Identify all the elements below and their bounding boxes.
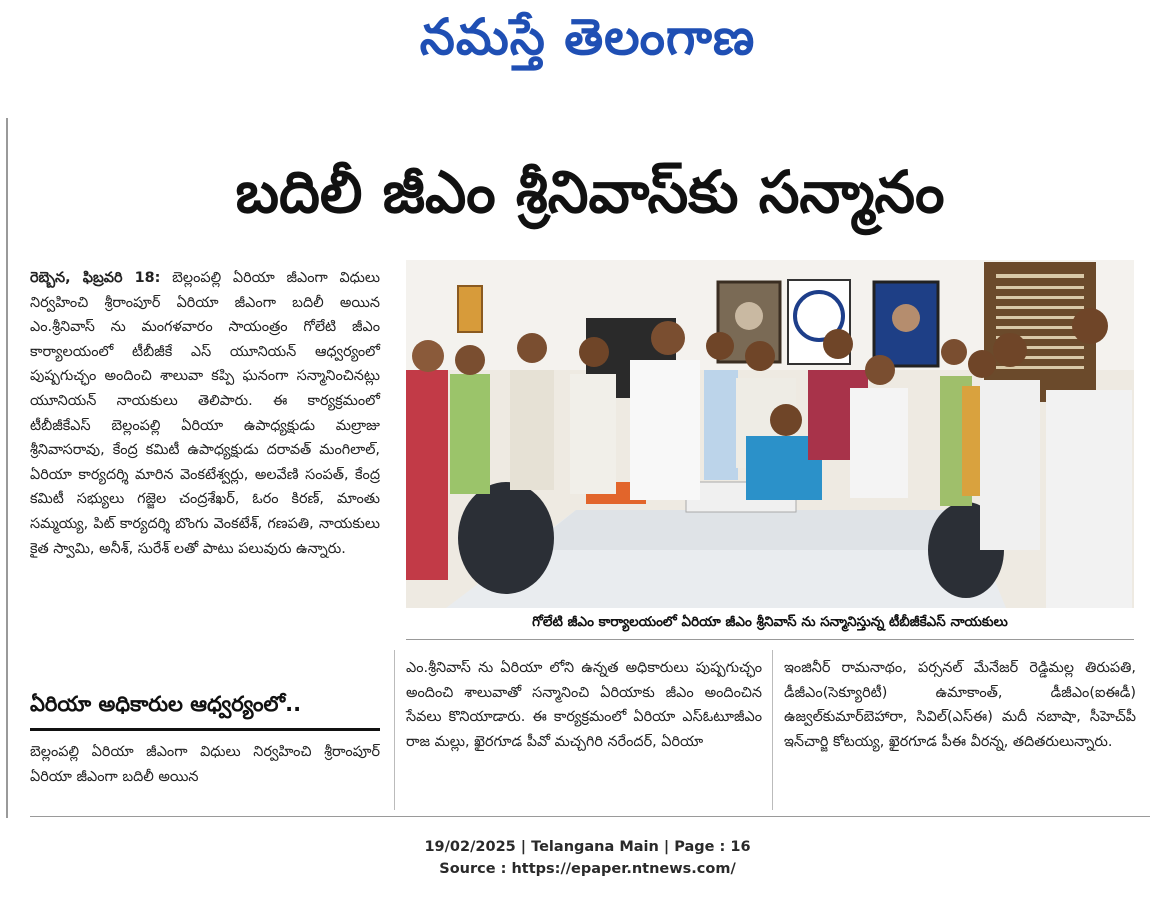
- article-column-1b: బెల్లంపల్లి ఏరియా జీఎంగా విధులు నిర్వహించి శ్రీరాంపూర్ ఏరియా జీఎంగా బదిలీ అయిన: [30, 744, 380, 785]
- source-footer: [0, 836, 1175, 880]
- article-column-1: [30, 266, 380, 561]
- footer-edition-line: 19/02/2025 | Telangana Main | Page : 16: [424, 839, 751, 855]
- headline: బదిలీ జీఎం శ్రీనివాస్‌కు సన్మానం: [235, 158, 945, 226]
- page-border-bottom: [30, 816, 1150, 817]
- footer-source-link[interactable]: Source : https://epaper.ntnews.com/: [439, 861, 736, 877]
- dateline: రెబ్బెన, ఫిబ్రవరి 18:: [30, 270, 161, 286]
- article-body-1: బెల్లంపల్లి ఏరియా జీఎంగా విధులు నిర్వహించి శ్రీరాంపూర్ ఏరియా జీఎంగా బదిలీ అయిన ఎం.శ్రీనివాస్ ను మంగళవారం సాయంత్రం గోలేటి జీఎం కార్యాలయంలో టీబీజీకే ఎస్ యూనియన్ ఆధ్వర్యంలో పుష్పగుచ్ఛం అందించి శాలువా కప్పి ఘనంగా సన్మానించినట్లు యూనియన్ నాయకులు తెలిపారు. ఈ కార్యక్రమంలో టీబీజీకేఎస్ బెల్లంపల్లి ఏరియా ఉపాధ్యక్షుడు మల్రాజు శ్రీనివాసరావు, కేంద్ర కమిటీ ఉపాధ్యక్షుడు దరావత్ మంగిలాల్, ఏరియా కార్యదర్శి మారిన వెంకటేశ్వర్లు, అలవేణి సంపత్, కేంద్ర కమిటీ సభ్యులు గజ్జెల చంద్రశేఖర్, ఓరం కిరణ్, మాంతు సమ్మయ్య, పిట్ కార్యదర్శి బొంగు వెంకటేశ్, గణపతి, నాయకులు కైత స్వామి, అనీశ్, సురేశ్ లతో పాటు పలువురు ఉన్నారు.: [30, 270, 381, 557]
- page-border-left: [6, 118, 8, 818]
- group-photo-illustration: [406, 260, 1134, 608]
- column-divider: [772, 650, 773, 810]
- subheading: ఏరియా అధికారుల ఆధ్వర్యంలో..: [30, 692, 380, 731]
- article-column-3: ఇంజినీర్ రామనాథం, పర్సనల్ మేనేజర్ రెడ్డిమల్ల తిరుపతి, డీజీఎం(సెక్యూరిటీ) ఉమాకాంత్, డీజీఎం(ఐఈడీ) ఉజ్వల్‌కుమార్‌బెహారా, సివిల్(ఎస్ఈ) మదీ నబాషా, సీహెచ్‌పీ ఇన్‌చార్జి కోటయ్య, ఖైరగూడ పీఈ వీరన్న, తదితరులున్నారు.: [784, 660, 1136, 750]
- column-divider: [394, 650, 395, 810]
- photo-caption: గోలేటి జీఎం కార్యాలయంలో ఏరియా జీఎం శ్రీనివాస్ ను సన్మానిస్తున్న టీబీజీకేఎస్ నాయకులు: [406, 614, 1134, 640]
- masthead-logo: నమస్తే తెలంగాణ: [419, 8, 756, 66]
- article-column-2: ఎం.శ్రీనివాస్ ను ఏరియా లోని ఉన్నత అధికారులు పుష్పగుచ్ఛం అందించి శాలువాతో సన్మానించి ఏరియాకు జీఎం అందించిన సేవలు కొనియాడారు. ఈ కార్యక్రమంలో ఏరియా ఎస్ఓటూజీఎం రాజ మల్లు, ఖైరగూడ పీవో మచ్చగిరి నరేందర్, ఏరియా: [406, 660, 762, 750]
- news-photo: [406, 260, 1134, 608]
